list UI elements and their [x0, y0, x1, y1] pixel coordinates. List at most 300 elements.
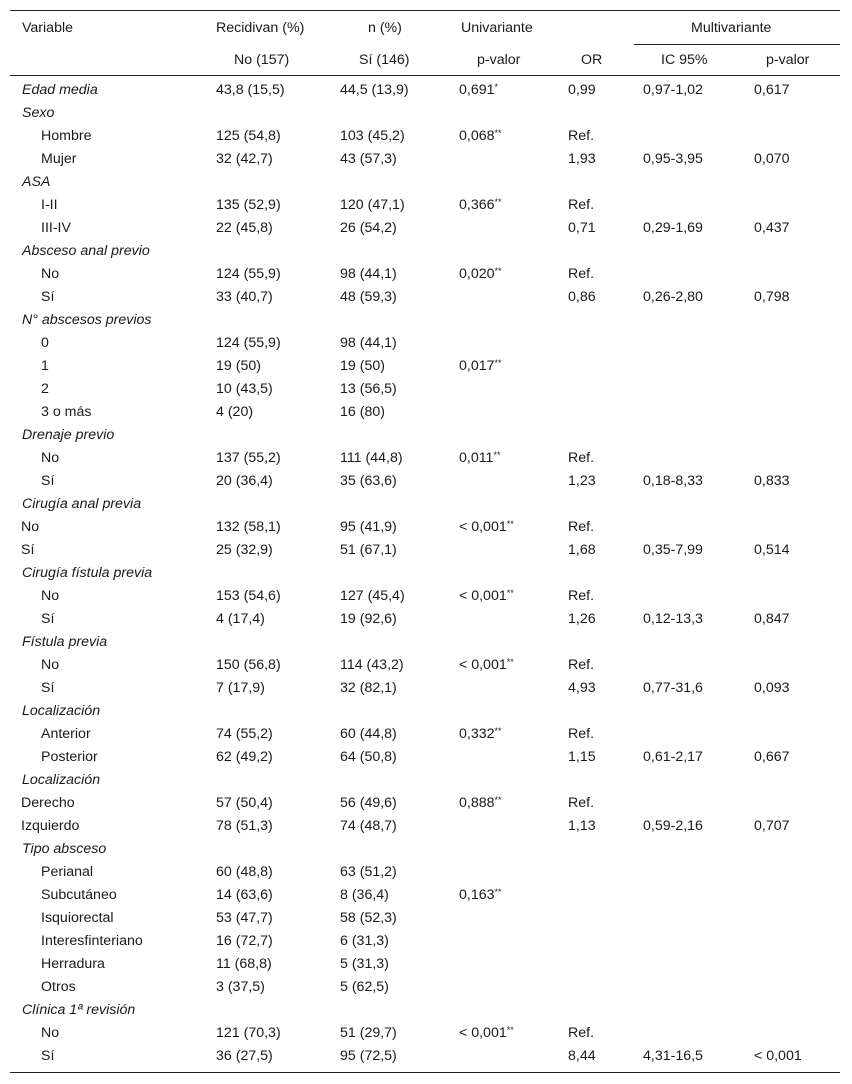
cell-p-uni — [459, 929, 568, 952]
cell-no — [216, 906, 340, 929]
cell-no — [216, 124, 340, 147]
cell-ic95 — [643, 1044, 754, 1067]
cell-si — [340, 561, 459, 584]
cell-p-uni — [459, 722, 568, 745]
bottom-rule — [10, 1072, 840, 1073]
cell-no-value: 121 (70,3) — [216, 1024, 281, 1041]
table-row — [0, 607, 852, 630]
cell-ic95 — [643, 469, 754, 492]
significance-mark: ** — [494, 265, 502, 276]
row-label: Cirugía fístula previa — [22, 564, 153, 581]
table-row — [0, 814, 852, 837]
cell-ic95 — [643, 446, 754, 469]
cell-or-value: Ref. — [568, 196, 595, 213]
cell-p-uni — [459, 78, 568, 101]
cell-p-multi — [754, 653, 852, 676]
cell-or — [568, 515, 643, 538]
cell-ic95 — [643, 193, 754, 216]
cell-si — [340, 699, 459, 722]
cell-si-value: 26 (54,2) — [340, 219, 397, 236]
cell-or-value: Ref. — [568, 518, 595, 535]
row-label: Sí — [41, 679, 55, 696]
cell-si — [340, 883, 459, 906]
cell-or-value: Ref. — [568, 127, 595, 144]
table-row — [0, 561, 852, 584]
cell-or — [568, 653, 643, 676]
row-label: ASA — [22, 173, 51, 190]
cell-p-uni — [459, 124, 568, 147]
cell-no — [216, 331, 340, 354]
cell-no-value: 14 (63,6) — [216, 886, 273, 903]
cell-no — [216, 883, 340, 906]
table-row — [0, 791, 852, 814]
cell-no — [216, 768, 340, 791]
cell-or — [568, 998, 643, 1021]
cell-p-multi — [754, 101, 852, 124]
cell-no — [216, 285, 340, 308]
cell-ic95-value: 4,31-16,5 — [643, 1047, 703, 1064]
cell-no — [216, 630, 340, 653]
cell-p-uni — [459, 584, 568, 607]
cell-no — [216, 354, 340, 377]
cell-no — [216, 722, 340, 745]
cell-si-value: 111 (44,8) — [340, 449, 403, 466]
cell-or — [568, 676, 643, 699]
cell-si — [340, 630, 459, 653]
table-row — [0, 975, 852, 998]
cell-ic95-value: 0,77-31,6 — [643, 679, 703, 696]
table-row — [0, 469, 852, 492]
row-label: No — [41, 1024, 60, 1041]
cell-p-multi — [754, 860, 852, 883]
cell-si-value: 98 (44,1) — [340, 334, 397, 351]
cell-p-uni-value: 0,888 — [459, 794, 495, 811]
cell-or — [568, 308, 643, 331]
cell-or — [568, 354, 643, 377]
cell-si-value: 16 (80) — [340, 403, 385, 420]
cell-no-value: 78 (51,3) — [216, 817, 273, 834]
significance-mark: ** — [493, 449, 501, 460]
cell-si — [340, 1021, 459, 1044]
cell-no — [216, 377, 340, 400]
cell-or — [568, 262, 643, 285]
row-label: Anterior — [41, 725, 91, 742]
cell-si-value: 103 (45,2) — [340, 127, 405, 144]
cell-p-uni — [459, 262, 568, 285]
cell-ic95 — [643, 216, 754, 239]
row-label: Sí — [41, 610, 55, 627]
header-p-valor-uni: p-valor — [477, 52, 521, 68]
cell-no-value: 4 (17,4) — [216, 610, 265, 627]
cell-or — [568, 377, 643, 400]
cell-p-multi — [754, 998, 852, 1021]
cell-no — [216, 538, 340, 561]
cell-si — [340, 78, 459, 101]
cell-ic95 — [643, 952, 754, 975]
cell-si-value: 43 (57,3) — [340, 150, 397, 167]
cell-no — [216, 216, 340, 239]
cell-p-multi — [754, 423, 852, 446]
cell-ic95-value: 0,59-2,16 — [643, 817, 703, 834]
cell-or — [568, 837, 643, 860]
cell-or-value: 1,13 — [568, 817, 596, 834]
cell-p-multi-value: 0,798 — [754, 288, 790, 305]
row-label: 2 — [41, 380, 49, 397]
row-label: No — [41, 656, 60, 673]
row-label: Mujer — [41, 150, 77, 167]
cell-ic95 — [643, 653, 754, 676]
cell-p-multi — [754, 630, 852, 653]
table-row — [0, 239, 852, 262]
header-or: OR — [581, 52, 603, 68]
cell-p-multi — [754, 1021, 852, 1044]
cell-no — [216, 952, 340, 975]
cell-si — [340, 998, 459, 1021]
row-label: Cirugía anal previa — [22, 495, 142, 512]
cell-ic95 — [643, 515, 754, 538]
cell-no-value: 36 (27,5) — [216, 1047, 273, 1064]
cell-p-multi — [754, 768, 852, 791]
cell-si-value: 13 (56,5) — [340, 380, 397, 397]
cell-or — [568, 768, 643, 791]
cell-or — [568, 722, 643, 745]
row-label: Tipo absceso — [22, 840, 107, 857]
cell-ic95 — [643, 78, 754, 101]
cell-p-multi — [754, 469, 852, 492]
cell-p-multi — [754, 193, 852, 216]
cell-si — [340, 791, 459, 814]
table-row — [0, 147, 852, 170]
cell-no — [216, 193, 340, 216]
cell-no-value: 32 (42,7) — [216, 150, 273, 167]
row-label: Derecho — [21, 794, 75, 811]
row-label: No — [41, 265, 60, 282]
cell-or — [568, 170, 643, 193]
cell-p-multi — [754, 607, 852, 630]
cell-p-uni — [459, 515, 568, 538]
cell-or — [568, 607, 643, 630]
cell-or-value: 1,26 — [568, 610, 596, 627]
row-label: No — [21, 518, 40, 535]
table-row — [0, 998, 852, 1021]
cell-or-value: 0,86 — [568, 288, 596, 305]
cell-si — [340, 124, 459, 147]
row-label: Perianal — [41, 863, 94, 880]
cell-or-value: Ref. — [568, 587, 595, 604]
cell-ic95 — [643, 308, 754, 331]
table-row — [0, 929, 852, 952]
cell-ic95 — [643, 768, 754, 791]
row-label: III-IV — [41, 219, 71, 236]
cell-no — [216, 1044, 340, 1067]
cell-p-multi — [754, 124, 852, 147]
cell-no-value: 57 (50,4) — [216, 794, 273, 811]
cell-ic95-value: 0,95-3,95 — [643, 150, 703, 167]
cell-or — [568, 975, 643, 998]
cell-si-value: 58 (52,3) — [340, 909, 397, 926]
cell-no-value: 153 (54,6) — [216, 587, 281, 604]
row-label: Absceso anal previo — [22, 242, 150, 259]
cell-p-multi — [754, 308, 852, 331]
cell-p-uni — [459, 469, 568, 492]
cell-ic95-value: 0,12-13,3 — [643, 610, 703, 627]
table-row — [0, 653, 852, 676]
cell-p-multi — [754, 745, 852, 768]
cell-or-value: 1,15 — [568, 748, 596, 765]
cell-ic95 — [643, 906, 754, 929]
cell-no-value: 25 (32,9) — [216, 541, 273, 558]
cell-p-uni — [459, 814, 568, 837]
cell-p-multi-value: 0,514 — [754, 541, 790, 558]
row-label: I-II — [41, 196, 58, 213]
cell-p-multi — [754, 584, 852, 607]
cell-p-multi — [754, 883, 852, 906]
cell-ic95 — [643, 492, 754, 515]
cell-si-value: 60 (44,8) — [340, 725, 397, 742]
row-label: Drenaje previo — [22, 426, 115, 443]
significance-mark: ** — [506, 518, 514, 529]
cell-no-value: 53 (47,7) — [216, 909, 273, 926]
cell-p-uni — [459, 676, 568, 699]
cell-or — [568, 423, 643, 446]
header-rule — [10, 75, 840, 76]
cell-p-uni-value: < 0,001 — [459, 518, 507, 535]
cell-no-value: 124 (55,9) — [216, 265, 281, 282]
cell-si — [340, 929, 459, 952]
row-label: Sí — [21, 541, 35, 558]
cell-p-multi — [754, 331, 852, 354]
cell-no — [216, 584, 340, 607]
cell-no — [216, 929, 340, 952]
table-row — [0, 423, 852, 446]
cell-p-multi — [754, 354, 852, 377]
cell-si — [340, 768, 459, 791]
cell-p-multi — [754, 837, 852, 860]
cell-p-multi — [754, 929, 852, 952]
cell-or — [568, 285, 643, 308]
cell-no-value: 4 (20) — [216, 403, 254, 420]
cell-si — [340, 239, 459, 262]
cell-or — [568, 883, 643, 906]
table-row — [0, 446, 852, 469]
cell-si-value: 44,5 (13,9) — [340, 81, 409, 98]
cell-ic95 — [643, 331, 754, 354]
cell-ic95 — [643, 400, 754, 423]
significance-mark: ** — [494, 127, 502, 138]
table-row — [0, 492, 852, 515]
significance-mark: ** — [494, 725, 502, 736]
cell-no-value: 135 (52,9) — [216, 196, 281, 213]
cell-no-value: 150 (56,8) — [216, 656, 281, 673]
table-row — [0, 952, 852, 975]
cell-si-value: 32 (82,1) — [340, 679, 397, 696]
cell-p-uni — [459, 101, 568, 124]
top-rule — [10, 10, 840, 11]
cell-p-uni-value: 0,011 — [459, 449, 494, 466]
cell-no — [216, 699, 340, 722]
cell-ic95 — [643, 101, 754, 124]
cell-si-value: 48 (59,3) — [340, 288, 397, 305]
cell-or — [568, 952, 643, 975]
cell-no-value: 7 (17,9) — [216, 679, 265, 696]
row-label: 3 o más — [41, 403, 92, 420]
cell-or — [568, 239, 643, 262]
cell-no — [216, 791, 340, 814]
cell-p-uni — [459, 331, 568, 354]
table-row — [0, 216, 852, 239]
row-label: N° abscesos previos — [22, 311, 152, 328]
cell-si-value: 120 (47,1) — [340, 196, 405, 213]
table-row — [0, 193, 852, 216]
cell-p-multi — [754, 722, 852, 745]
table-body — [0, 78, 852, 1067]
cell-no-value: 16 (72,7) — [216, 932, 273, 949]
cell-no — [216, 653, 340, 676]
cell-no — [216, 400, 340, 423]
significance-mark: * — [494, 81, 499, 92]
cell-p-multi — [754, 561, 852, 584]
cell-no — [216, 607, 340, 630]
cell-no — [216, 262, 340, 285]
cell-no-value: 60 (48,8) — [216, 863, 273, 880]
cell-no — [216, 561, 340, 584]
cell-or — [568, 538, 643, 561]
cell-si — [340, 308, 459, 331]
cell-si-value: 98 (44,1) — [340, 265, 397, 282]
cell-no — [216, 469, 340, 492]
cell-or-value: 4,93 — [568, 679, 596, 696]
cell-si — [340, 515, 459, 538]
cell-si-value: 74 (48,7) — [340, 817, 397, 834]
cell-p-uni-value: 0,332 — [459, 725, 495, 742]
cell-p-multi — [754, 906, 852, 929]
cell-no — [216, 515, 340, 538]
header-si-col: Sí (146) — [359, 52, 410, 68]
cell-no — [216, 998, 340, 1021]
cell-p-uni — [459, 1021, 568, 1044]
cell-si-value: 64 (50,8) — [340, 748, 397, 765]
cell-si-value: 56 (49,6) — [340, 794, 397, 811]
cell-p-multi — [754, 285, 852, 308]
cell-si — [340, 906, 459, 929]
cell-p-multi-value: 0,847 — [754, 610, 790, 627]
cell-ic95 — [643, 699, 754, 722]
row-label: Subcutáneo — [41, 886, 117, 903]
cell-si — [340, 653, 459, 676]
cell-si-value: 8 (36,4) — [340, 886, 389, 903]
cell-or — [568, 699, 643, 722]
cell-ic95 — [643, 630, 754, 653]
cell-ic95 — [643, 791, 754, 814]
cell-ic95 — [643, 860, 754, 883]
cell-ic95-value: 0,61-2,17 — [643, 748, 703, 765]
cell-no-value: 74 (55,2) — [216, 725, 273, 742]
cell-p-uni — [459, 952, 568, 975]
cell-si — [340, 193, 459, 216]
row-label: Isquiorectal — [41, 909, 114, 926]
cell-or — [568, 101, 643, 124]
cell-ic95 — [643, 147, 754, 170]
cell-no — [216, 170, 340, 193]
cell-p-multi-value: 0,667 — [754, 748, 790, 765]
table-row — [0, 860, 852, 883]
cell-ic95 — [643, 354, 754, 377]
cell-p-uni — [459, 400, 568, 423]
cell-no-value: 11 (68,8) — [216, 955, 272, 972]
cell-si — [340, 469, 459, 492]
cell-p-multi-value: 0,093 — [754, 679, 790, 696]
cell-no — [216, 676, 340, 699]
cell-p-uni — [459, 377, 568, 400]
cell-si — [340, 607, 459, 630]
cell-p-uni — [459, 170, 568, 193]
cell-ic95 — [643, 538, 754, 561]
cell-ic95 — [643, 814, 754, 837]
cell-si-value: 51 (29,7) — [340, 1024, 397, 1041]
table-row — [0, 354, 852, 377]
cell-si-value: 35 (63,6) — [340, 472, 397, 489]
cell-ic95 — [643, 929, 754, 952]
cell-no-value: 62 (49,2) — [216, 748, 273, 765]
cell-or — [568, 929, 643, 952]
cell-si-value: 19 (50) — [340, 357, 385, 374]
cell-si — [340, 216, 459, 239]
cell-ic95 — [643, 561, 754, 584]
cell-no-value: 22 (45,8) — [216, 219, 273, 236]
cell-no — [216, 308, 340, 331]
significance-mark: ** — [494, 794, 502, 805]
table-row — [0, 124, 852, 147]
cell-ic95 — [643, 883, 754, 906]
cell-or — [568, 906, 643, 929]
cell-p-uni-value: < 0,001 — [459, 587, 507, 604]
cell-p-multi — [754, 239, 852, 262]
cell-no — [216, 1021, 340, 1044]
cell-p-uni — [459, 308, 568, 331]
cell-no-value: 137 (55,2) — [216, 449, 281, 466]
table-row — [0, 584, 852, 607]
cell-or — [568, 446, 643, 469]
cell-si — [340, 837, 459, 860]
table-row — [0, 745, 852, 768]
cell-or — [568, 124, 643, 147]
row-label: Posterior — [41, 748, 98, 765]
cell-ic95 — [643, 837, 754, 860]
cell-or-value: Ref. — [568, 794, 595, 811]
cell-si-value: 95 (41,9) — [340, 518, 397, 535]
header-univariante: Univariante — [461, 20, 533, 36]
cell-or-value: Ref. — [568, 1024, 595, 1041]
table-row — [0, 630, 852, 653]
cell-p-uni-value: 0,163 — [459, 886, 495, 903]
header-ic95: IC 95% — [661, 52, 708, 68]
cell-or — [568, 1044, 643, 1067]
cell-ic95-value: 0,29-1,69 — [643, 219, 703, 236]
cell-si-value: 6 (31,3) — [340, 932, 389, 949]
cell-p-multi — [754, 515, 852, 538]
cell-si-value: 127 (45,4) — [340, 587, 405, 604]
cell-si — [340, 423, 459, 446]
cell-si-value: 19 (92,6) — [340, 610, 397, 627]
cell-or-value: Ref. — [568, 449, 595, 466]
cell-no — [216, 446, 340, 469]
table-row — [0, 699, 852, 722]
table-row — [0, 170, 852, 193]
table-row — [0, 722, 852, 745]
cell-or-value: 1,23 — [568, 472, 596, 489]
cell-si-value: 63 (51,2) — [340, 863, 397, 880]
cell-or — [568, 193, 643, 216]
